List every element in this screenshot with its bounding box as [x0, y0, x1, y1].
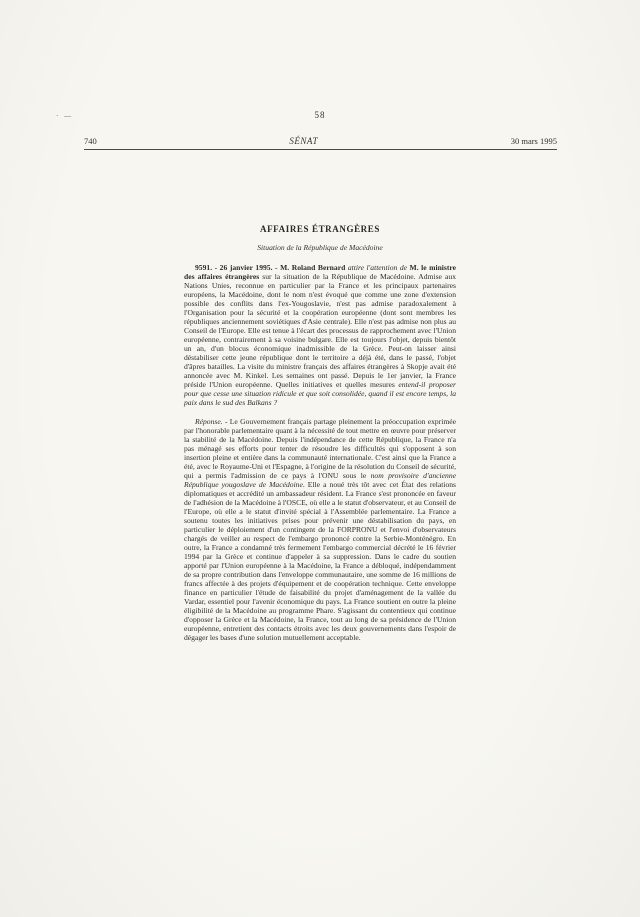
running-header	[84, 136, 557, 150]
question-number-date: 9591. - 26 janvier 1995. -	[195, 263, 281, 272]
question-closing-text: entend-il proposer pour que cesse une situation ridicule et que soit consolidée, quand il est encore temps, la paix dans le sud des Balkans ?	[184, 380, 456, 407]
response-body-text-2: . Elle a noué très tôt avec cet État des relations diplomatiques et accrédité un ambassadeur résident. La France s'est prononcée en faveur de l'adhésion de la Macédoine à l'OSCE, où elle a le statut d'observateur, et au Conseil de l'Europe, où elle a le statut d'invité spécial à l'Assemblée parlementaire. La France a soutenu toutes les initiatives prises pour prévenir une déstabilisation du pays, en particulier le déploiement d'un contingent de la FORPRONU et l'envoi d'observateurs chargés de veiller au respect de l'embargo prononcé contre la Serbie-Monténégro. En outre, la France a condamné très fermement l'embargo commercial décrété le 16 février 1994 par la Grèce et continue d'appeler à sa suppression. Dans le cadre du soutien apporté par l'Union européenne à la Macédoine, la France a débloqué, indépendamment de sa propre contribution dans l'enveloppe communautaire, une somme de 16 millions de francs affectée à des projets d'équipement et de coopération technique. Cette enveloppe finance en particulier l'étude de faisabilité du projet d'aménagement de la vallée du Vardar, essentiel pour l'avenir économique du pays. La France soutient en outre la pleine éligibilité de la Macédoine au programme Phare. S'agissant du contentieux qui continue d'opposer la Grèce et la Macédoine, la France, tout au long de sa présidence de l'Union européenne, entretient des contacts étroits avec les deux gouvernements dans l'espoir de dégager les bases d'une solution mutuellement acceptable.	[184, 480, 456, 642]
document-body	[184, 224, 456, 642]
question-paragraph	[184, 263, 456, 407]
section-title: AFFAIRES ÉTRANGÈRES	[259, 224, 380, 234]
response-body-text-1: Le Gouvernement français partage pleinement la préoccupation exprimée par l'honorable parlementaire quant à la nécessité de tout mettre en œuvre pour préserver la stabilité de la Macédoine. Depuis l'indépendance de cette République, la France n'a pas ménagé ses efforts pour tenter de résoudre les difficultés qui s'opposent à son insertion pleine et entière dans la communauté internationale. C'est ainsi que la France a été, avec le Royaume-Uni et l'Espagne, à l'origine de la résolution du Conseil de sécurité, qui a permis l'admission de ce pays à l'ONU sous le	[184, 417, 457, 480]
question-author: M. Roland Bernard	[280, 263, 346, 272]
question-body-text: sur la situation de la République de Macédoine. Admise aux Nations Unies, reconnue en particulier par la France et les principaux partenaires européens, la Macédoine, dont le nom n'est évoqué que comme une zone d'extension possible des conflits dans l'ex-Yougoslavie, n'est pas admise paradoxalement à l'Organisation pour la sécurité et la coopération européenne (dont sont membres les républiques anciennement soviétiques d'Asie centrale). Elle n'est pas admise non plus au Conseil de l'Europe. Elle est tenue à l'écart des processus de rapprochement avec l'Union européenne, contrairement à sa voisine bulgare. Elle est toujours l'objet, depuis bientôt un an, d'un blocus économique inadmissible de la Grèce. Peut-on laisser ainsi déstabiliser cette jeune république dont le territoire a déjà été, dans le passé, l'objet d'âpres batailles. La visite du ministre français des affaires étrangères à Skopje avait été annoncée avec M. Kinkel. Les semaines ont passé. Depuis le 1er janvier, la France préside l'Union européenne. Quelles initiatives et quelles mesures	[184, 272, 457, 389]
header-page-ref: 740	[84, 136, 97, 146]
header-date: 30 mars 1995	[510, 136, 557, 146]
subject-title: Situation de la République de Macédoine	[257, 243, 383, 252]
question-verb: attire l'attention de	[345, 263, 410, 272]
scan-artifact: · —	[56, 112, 74, 120]
response-paragraph	[184, 417, 456, 642]
question-minister-ref: M. le ministre des affaires étrangères	[184, 263, 457, 281]
response-label: Réponse. -	[195, 417, 230, 426]
header-publication-title: SÉNAT	[289, 136, 319, 146]
response-provisional-name: nom provisoire d'ancienne République yougoslave de Macédoine	[184, 471, 457, 489]
page-number: 58	[314, 110, 326, 120]
